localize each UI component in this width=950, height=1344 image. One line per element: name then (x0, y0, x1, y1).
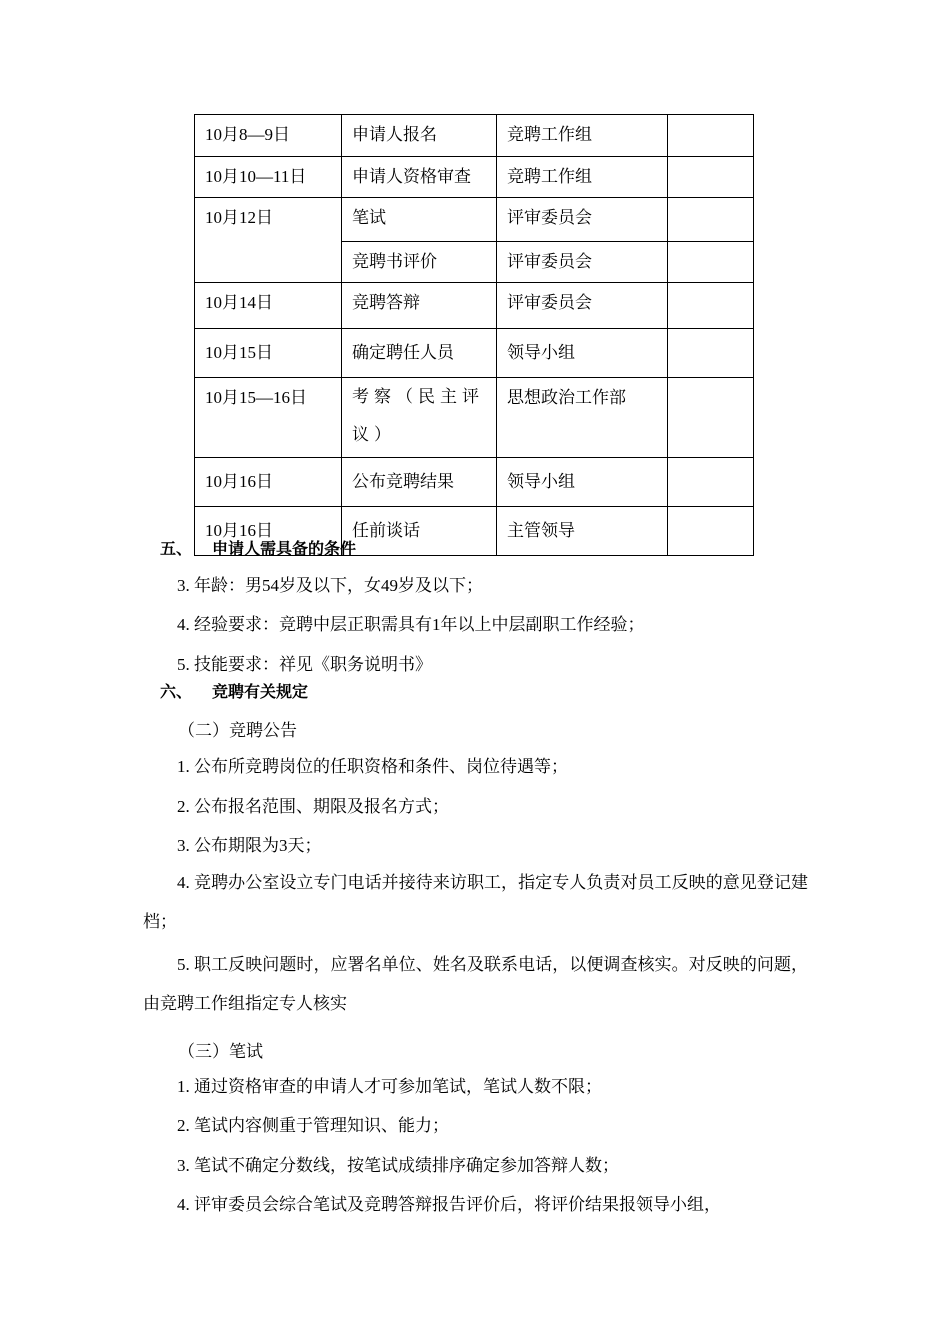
date-cell: 10月16日 (195, 458, 342, 507)
owner-cell: 评审委员会 (497, 283, 668, 329)
list-item: 3. 年龄：男54岁及以下，女49岁及以下； (177, 576, 483, 595)
task-cell: 考察（民主评议） (342, 378, 497, 458)
note-cell (668, 115, 754, 157)
section-6-heading (160, 679, 308, 702)
owner-cell: 主管领导 (497, 507, 668, 556)
owner-cell: 思想政治工作部 (497, 378, 668, 458)
table-row (195, 329, 754, 378)
list-item: 4. 经验要求：竞聘中层正职需具有1年以上中层副职工作经验； (177, 615, 645, 634)
owner-cell: 评审委员会 (497, 242, 668, 283)
list-item: 1. 通过资格审查的申请人才可参加笔试，笔试人数不限； (177, 1077, 602, 1096)
section-number: 六、 (160, 684, 193, 701)
list-item: 4. 评审委员会综合笔试及竞聘答辩报告评价后，将评价结果报领导小组， (177, 1195, 721, 1214)
list-item: 3. 公布期限为3天； (177, 836, 322, 855)
table-row (195, 198, 754, 242)
owner-cell: 领导小组 (497, 329, 668, 378)
task-cell: 竞聘答辩 (342, 283, 497, 329)
note-cell (668, 378, 754, 458)
table-row (195, 157, 754, 198)
task-cell: 确定聘任人员 (342, 329, 497, 378)
list-item: 3. 笔试不确定分数线，按笔试成绩排序确定参加答辩人数； (177, 1156, 619, 1175)
list-item: 5. 技能要求：祥见《职务说明书》 (177, 655, 432, 674)
subsection-title: （二）竞聘公告 (178, 721, 297, 740)
note-cell (668, 507, 754, 556)
paragraph: 5. 职工反映问题时，应署名单位、姓名及联系电话，以便调查核实。对反映的问题，由竞聘工作组指定专人核实 (143, 955, 808, 1013)
schedule-table (194, 114, 754, 556)
section-title: 申请人需具备的条件 (212, 541, 357, 558)
task-cell: 竞聘书评价 (342, 242, 497, 283)
task-cell: 申请人资格审查 (342, 157, 497, 198)
owner-cell: 竞聘工作组 (497, 115, 668, 157)
note-cell (668, 198, 754, 242)
date-cell: 10月15—16日 (195, 378, 342, 458)
owner-cell: 领导小组 (497, 458, 668, 507)
section-5-heading (160, 536, 356, 559)
table-row (195, 458, 754, 507)
owner-cell: 评审委员会 (497, 198, 668, 242)
section-title: 竞聘有关规定 (212, 684, 309, 701)
date-cell: 10月15日 (195, 329, 342, 378)
note-cell (668, 283, 754, 329)
table-row (195, 283, 754, 329)
date-cell: 10月10—11日 (195, 157, 342, 198)
note-cell (668, 329, 754, 378)
note-cell (668, 458, 754, 507)
table-row (195, 115, 754, 157)
list-item: 2. 笔试内容侧重于管理知识、能力； (177, 1116, 449, 1135)
task-cell: 任前谈话 (342, 507, 497, 556)
note-cell (668, 242, 754, 283)
date-cell: 10月8—9日 (195, 115, 342, 157)
owner-cell: 竞聘工作组 (497, 157, 668, 198)
subsection-title: （三）笔试 (178, 1042, 263, 1061)
date-cell: 10月16日 (195, 507, 342, 556)
note-cell (668, 157, 754, 198)
paragraph: 4. 竞聘办公室设立专门电话并接待来访职工，指定专人负责对员工反映的意见登记建档； (143, 873, 808, 931)
task-cell: 公布竞聘结果 (342, 458, 497, 507)
date-cell: 10月12日 (195, 198, 342, 283)
list-item: 1. 公布所竞聘岗位的任职资格和条件、岗位待遇等； (177, 757, 568, 776)
task-cell: 笔试 (342, 198, 497, 242)
list-item: 2. 公布报名范围、期限及报名方式； (177, 797, 449, 816)
section-number: 五、 (160, 541, 193, 558)
table-row (195, 378, 754, 458)
date-cell: 10月14日 (195, 283, 342, 329)
task-cell: 申请人报名 (342, 115, 497, 157)
